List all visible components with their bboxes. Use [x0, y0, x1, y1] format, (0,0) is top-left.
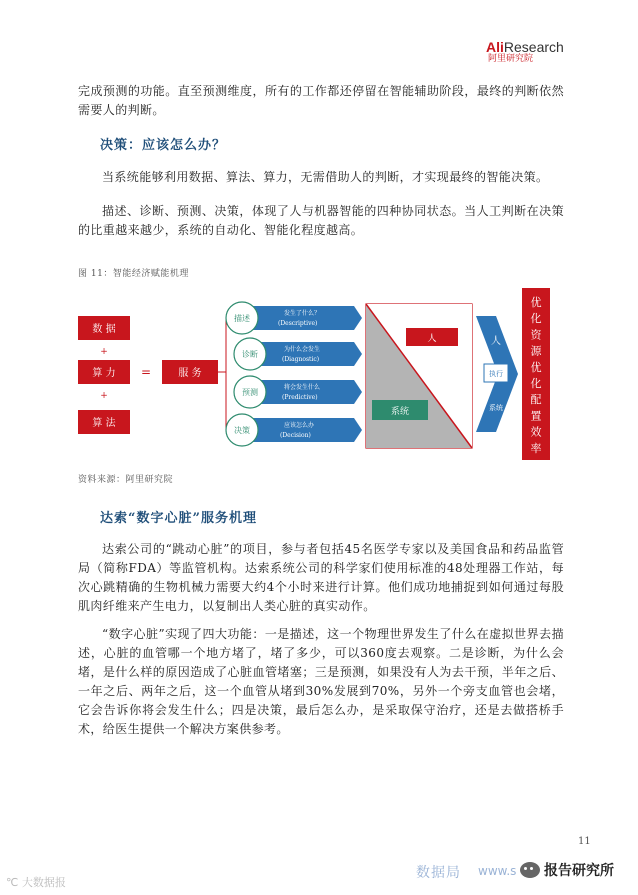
- svg-text:发生了什么？: 发生了什么？: [284, 310, 321, 317]
- footer-mid-watermark: 数据局: [416, 865, 461, 881]
- result-char: 效: [530, 425, 542, 439]
- svg-text:诊断: 诊断: [242, 350, 258, 359]
- svg-text:服 务: 服 务: [178, 368, 202, 379]
- svg-text:决策: 决策: [234, 426, 250, 435]
- paragraph-1: 完成预测的功能。直至预测维度，所有的工作都还停留在智能辅助阶段，最终的判断依然需要人的判断。: [78, 84, 564, 117]
- result-char: 优: [530, 296, 542, 309]
- human-label-box: [406, 328, 458, 346]
- result-char: 优: [530, 360, 542, 374]
- svg-text:(Predictive): (Predictive): [282, 394, 318, 401]
- result-char: 配: [530, 393, 542, 407]
- economy-mechanism-diagram: [70, 282, 570, 466]
- stage-diagnostic: [234, 338, 362, 370]
- aliresearch-logo: [486, 40, 568, 65]
- svg-text:人: 人: [491, 336, 501, 347]
- result-char: 源: [530, 344, 542, 358]
- logo-subtitle: 阿里研究院: [488, 54, 534, 64]
- service-box: [162, 360, 218, 384]
- wechat-icon: [520, 862, 540, 878]
- footer-left-watermark: ℃ 大数据报: [6, 876, 66, 889]
- result-char: 率: [530, 441, 542, 455]
- paragraph-4: 达索公司的“跳动心脏”的项目，参与者包括45名医学专家以及美国食品和药品监管局（简称FDA）等监管机构。达索系统公司的科学家们使用标准的48处理器工作站，每次心跳精确的生物机械力需要大约4个小时来进行计算。他们成功地捕捉到如何通过每股肌肉纤维来产生电力，以复制出人类心脏的真实动作。: [78, 542, 564, 613]
- input-algorithm-box: [78, 410, 130, 434]
- svg-text:描述: 描述: [234, 314, 250, 323]
- logo-brand-red: Ali: [486, 39, 504, 55]
- svg-text:(Descriptive): (Descriptive): [278, 320, 318, 327]
- figure-source: 资料来源：阿里研究院: [78, 475, 174, 485]
- svg-text:人: 人: [427, 334, 437, 344]
- svg-text:算 力: 算 力: [92, 368, 116, 379]
- logo-brand-rest: Research: [503, 39, 564, 55]
- svg-text:数 据: 数 据: [92, 324, 116, 335]
- footer-right-watermark: 报告研究所: [544, 863, 614, 879]
- svg-text:算 法: 算 法: [92, 418, 116, 429]
- result-char: 化: [530, 377, 542, 390]
- system-label-box: [372, 400, 428, 420]
- svg-text:(Diagnostic): (Diagnostic): [282, 356, 320, 363]
- svg-text:为什么会发生: 为什么会发生: [284, 346, 321, 353]
- result-char: 化: [530, 312, 542, 326]
- input-compute-box: [78, 360, 130, 384]
- plus-sign-1: +: [100, 347, 108, 357]
- service-bracket: [218, 318, 226, 432]
- svg-text:应该怎么办: 应该怎么办: [284, 422, 315, 429]
- heading-digital-heart: 达索“数字心脏”服务机理: [100, 511, 257, 526]
- svg-text:预测: 预测: [242, 388, 258, 397]
- footer-watermark: [0, 860, 638, 895]
- paragraph-2: 当系统能够利用数据、算法、算力，无需借助人的判断，才实现最终的智能决策。: [102, 170, 549, 184]
- heading-decision: 决策：应该怎么办？: [100, 138, 227, 153]
- svg-text:系统: 系统: [489, 404, 503, 412]
- result-column: [522, 288, 550, 460]
- stage-predictive: [234, 376, 362, 408]
- paragraph-5: “数字心脏”实现了四大功能：一是描述，这一个物理世界发生了什么在虚拟世界去描述，心脏的血管哪一个地方堵了，堵了多少，可以360度去观察。二是诊断，为什么会堵，是什么样的原因造成了心脏血管堵塞；三是预测，如果没有人为去干预，半年之后、一年之后、两年之后，这一个血管从堵到30%发展到70%，另外一个旁支血管也会堵，它会告诉你将会发生什么；四是决策，最后怎么办，是采取保守治疗，还是去做搭桥手术，给医生提供一个解决方案供参考。: [78, 627, 564, 736]
- footer-www-watermark: www.s: [478, 864, 517, 878]
- svg-text:将会发生什么: 将会发生什么: [284, 384, 321, 391]
- stage-decision: [226, 414, 362, 446]
- paragraph-3: 描述、诊断、预测、决策，体现了人与机器智能的四种协同状态。当人工判断在决策的比重越来越少，系统的自动化、智能化程度越高。: [78, 204, 564, 237]
- page-number: 11: [578, 836, 591, 847]
- stage-descriptive: [226, 302, 362, 334]
- plus-sign-2: +: [100, 391, 108, 401]
- human-system-box: [366, 304, 472, 448]
- svg-text:(Decision): (Decision): [280, 432, 311, 439]
- execution-arrow: [476, 316, 518, 432]
- svg-text:系统: 系统: [390, 407, 410, 417]
- input-data-box: [78, 316, 130, 340]
- result-char: 置: [530, 409, 542, 423]
- figure-caption: 图 11：智能经济赋能机理: [78, 269, 189, 279]
- svg-text:执行: 执行: [489, 370, 503, 378]
- result-char: 资: [530, 328, 542, 342]
- equals-sign: =: [140, 365, 152, 379]
